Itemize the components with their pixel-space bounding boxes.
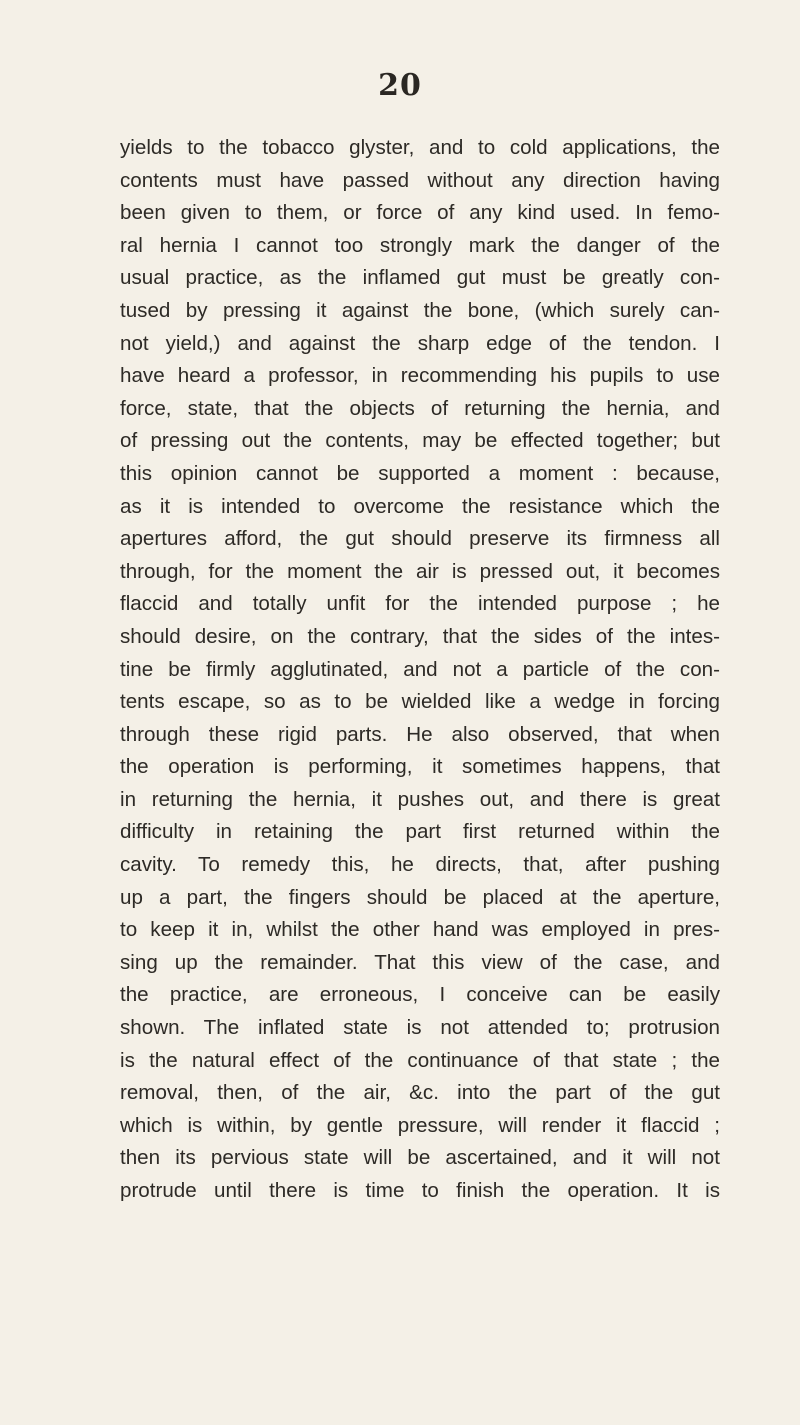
text-line: the practice, are erroneous, I conceive can be easily xyxy=(120,983,720,1007)
text-line: have heard a professor, in recommending his pupils to use xyxy=(120,364,720,388)
text-line: ral hernia I cannot too strongly mark the danger of the xyxy=(120,233,720,257)
text-line: force, state, that the objects of returning the hernia, and xyxy=(120,396,720,420)
text-line: difficulty in retaining the part first returned within the xyxy=(120,820,720,844)
text-line: tents escape, so as to be wielded like a wedge in forcing xyxy=(120,690,720,714)
text-line: through these rigid parts. He also observed, that when xyxy=(120,722,720,746)
text-line: sing up the remainder. That this view of the case, and xyxy=(120,950,720,974)
text-line: yields to the tobacco glyster, and to cold applications, the xyxy=(120,136,720,159)
text-line: cavity. To remedy this, he directs, that, after pushing xyxy=(120,853,720,877)
text-line: which is within, by gentle pressure, will render it flaccid ; xyxy=(120,1113,720,1137)
text-line: through, for the moment the air is pressed out, it becomes xyxy=(120,559,720,583)
text-line: to keep it in, whilst the other hand was employed in pres- xyxy=(120,918,720,942)
text-line: of pressing out the contents, may be effected together; but xyxy=(120,429,720,453)
text-line: usual practice, as the inflamed gut must be greatly con- xyxy=(120,266,720,290)
text-line: up a part, the fingers should be placed at the aperture, xyxy=(120,885,720,909)
text-line: been given to them, or force of any kind used. In femo- xyxy=(120,201,720,225)
text-line: removal, then, of the air, &c. into the part of the gut xyxy=(120,1081,720,1105)
text-line: is the natural effect of the continuance of that state ; the xyxy=(120,1048,720,1072)
text-line: flaccid and totally unfit for the intended purpose ; he xyxy=(120,592,720,616)
text-line: contents must have passed without any direction having xyxy=(120,168,720,192)
text-line: then its pervious state will be ascertained, and it will not xyxy=(120,1146,720,1170)
text-line: tused by pressing it against the bone, (which surely can- xyxy=(120,298,720,322)
text-line: apertures afford, the gut should preserve its firmness all xyxy=(120,527,720,551)
text-line: the operation is performing, it sometimes happens, that xyxy=(120,755,720,779)
text-line: shown. The inflated state is not attended to; protrusion xyxy=(120,1016,720,1040)
text-line: as it is intended to overcome the resistance which the xyxy=(120,494,720,518)
page-number: 20 xyxy=(378,68,422,103)
body-text xyxy=(120,132,720,1208)
text-line: this opinion cannot be supported a moment : because, xyxy=(120,461,720,485)
text-line: should desire, on the contrary, that the sides of the intes- xyxy=(120,624,720,648)
text-line: in returning the hernia, it pushes out, and there is great xyxy=(120,787,720,811)
text-line: protrude until there is time to finish the operation. It is xyxy=(120,1179,720,1202)
text-line: tine be firmly agglutinated, and not a particle of the con- xyxy=(120,657,720,681)
text-line: not yield,) and against the sharp edge of the tendon. I xyxy=(120,331,720,355)
